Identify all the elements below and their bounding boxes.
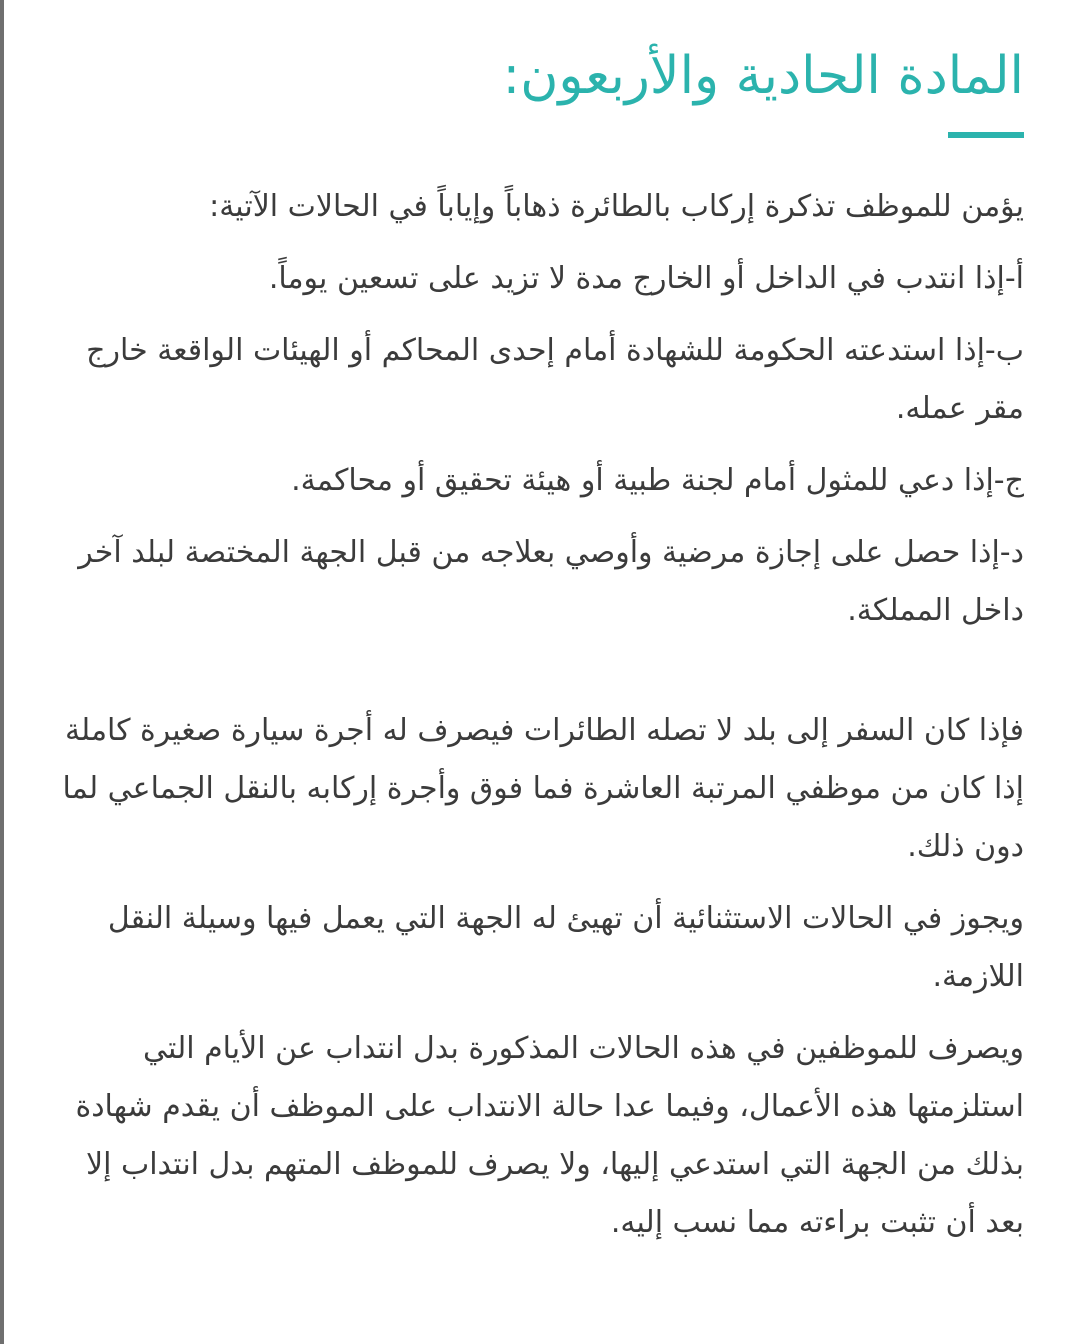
clause-c: ج-إذا دعي للمثول أمام لجنة طبية أو هيئة تحقيق أو محاكمة.: [291, 463, 1024, 498]
clause-b: ب-إذا استدعته الحكومة للشهادة أمام إحدى المحاكم أو الهيئات الواقعة خارج مقر عمله.: [86, 333, 1024, 426]
left-border: [0, 0, 4, 1344]
clause-a: أ-إذا انتدب في الداخل أو الخارج مدة لا تزيد على تسعين يوماً.: [268, 261, 1024, 296]
article: [48, 40, 1024, 1266]
clause-d: د-إذا حصل على إجازة مرضية وأوصي بعلاجه من قبل الجهة المختصة لبلد آخر داخل المملكة.: [78, 535, 1024, 628]
allowance-paragraph: ويصرف للموظفين في هذه الحالات المذكورة بدل انتداب عن الأيام التي استلزمتها هذه الأعمال، وفيما عدا حالة الانتداب على الموظف أن يقدم شهادة بذلك من الجهة التي استدعي إليها، ولا يصرف للموظف المتهم بدل انتداب إلا بعد أن تثبت براءته مما نسب إليه.: [75, 1031, 1024, 1240]
article-body: [48, 178, 1024, 1252]
article-title: المادة الحادية والأربعون:: [502, 46, 1024, 106]
title-underline: [948, 132, 1024, 138]
exception-paragraph: ويجوز في الحالات الاستثنائية أن تهيئ له الجهة التي يعمل فيها وسيلة النقل اللازمة.: [107, 901, 1024, 994]
travel-paragraph: فإذا كان السفر إلى بلد لا تصله الطائرات فيصرف له أجرة سيارة صغيرة كاملة إذا كان من موظفي المرتبة العاشرة فما فوق وأجرة إركابه بالنقل الجماعي لما دون ذلك.: [62, 713, 1024, 864]
intro-paragraph: يؤمن للموظف تذكرة إركاب بالطائرة ذهاباً وإياباً في الحالات الآتية:: [209, 189, 1024, 224]
